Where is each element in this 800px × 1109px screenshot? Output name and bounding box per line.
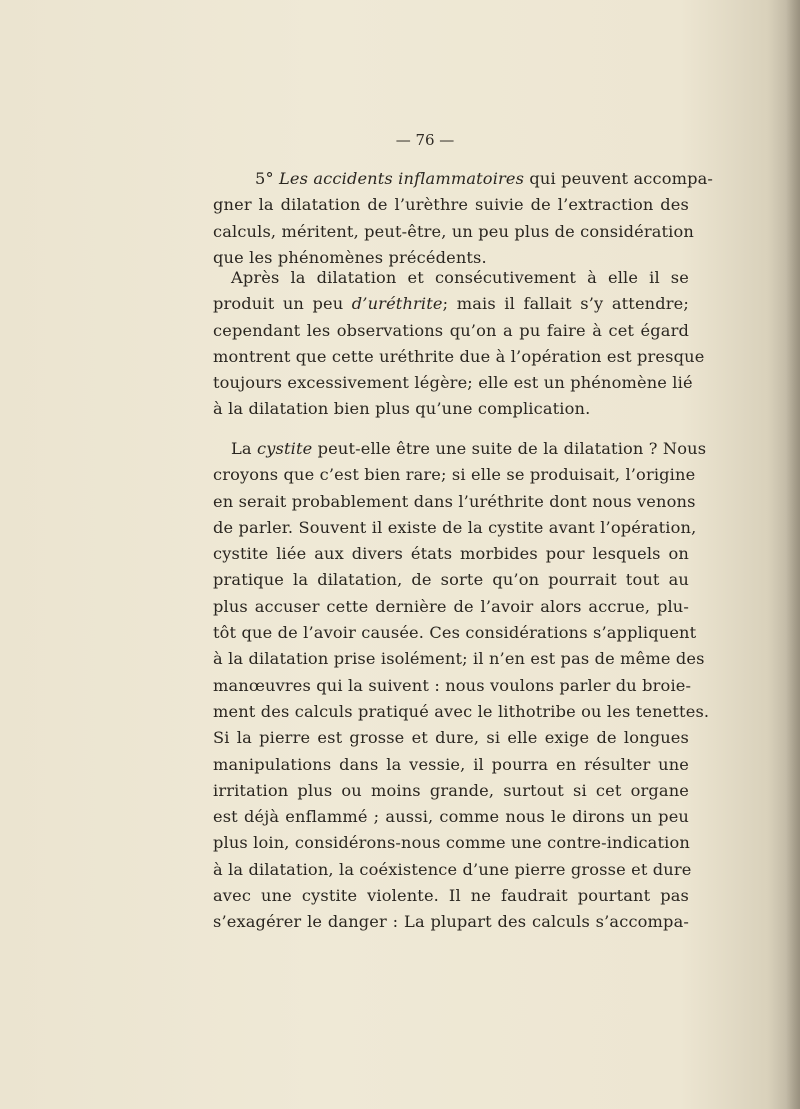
paragraph-urethritis <box>213 265 705 423</box>
text-line: à la dilatation bien plus qu’une complication. <box>213 399 591 419</box>
text-line: de parler. Souvent il existe de la cystite avant l’opération, <box>213 517 697 537</box>
text-line: Si la pierre est grosse et dure, si elle exige de longues <box>213 728 689 748</box>
text-line: manœuvres qui la suivent : nous voulons parler du broie- <box>213 675 692 695</box>
italic-term: d’uréthrite <box>351 294 443 314</box>
text-line: est déjà enflammé ; aussi, comme nous le dirons un peu <box>213 807 689 827</box>
text-run: produit un peu <box>213 294 352 314</box>
text-line <box>213 436 707 462</box>
text-line: gner la dilatation de l’urèthre suivie de l’extraction des <box>213 195 689 215</box>
text-line: montrent que cette uréthrite due à l’opération est presque <box>213 346 705 366</box>
text-line: cependant les observations qu’on a pu faire à cet égard <box>213 320 689 340</box>
text-line: avec une cystite violente. Il ne faudrait pourtant pas <box>213 886 689 906</box>
text-line: manipulations dans la vessie, il pourra en résulter une <box>213 754 689 774</box>
italic-term: Les accidents inflammatoires <box>279 169 525 188</box>
text-line <box>213 291 689 317</box>
text-line <box>213 166 714 192</box>
text-line: irritation plus ou moins grande, surtout si cet organe <box>213 780 689 800</box>
text-run: qui peuvent accompa- <box>524 169 714 188</box>
text-line: Après la dilatation et consécutivement à elle il se <box>231 268 689 287</box>
text-line: cystite liée aux divers états morbides pour lesquels on <box>213 544 689 564</box>
page-number: — 76 — <box>395 131 455 149</box>
paragraph-cystitis <box>213 436 710 936</box>
text-line: plus accuser cette dernière de l’avoir alors accrue, plu- <box>213 596 689 616</box>
text-line: pratique la dilatation, de sorte qu’on pourrait tout au <box>213 570 689 590</box>
italic-term: cystite <box>257 439 313 458</box>
text-line: à la dilatation prise isolément; il n’en est pas de même des <box>213 649 705 669</box>
text-line: s’exagérer le danger : La plupart des calculs s’accompa- <box>213 912 689 932</box>
text-run: 5° <box>255 169 279 188</box>
text-line: en serait probablement dans l’uréthrite dont nous venons <box>213 491 696 511</box>
text-line: tôt que de l’avoir causée. Ces considérations s’appliquent <box>213 623 697 643</box>
text-line: ment des calculs pratiqué avec le lithotribe ou les tenettes. <box>213 701 710 721</box>
text-line: croyons que c’est bien rare; si elle se produisait, l’origine <box>213 465 696 485</box>
text-line: à la dilatation, la coéxistence d’une pierre grosse et dure <box>213 859 692 879</box>
text-run: La <box>231 439 257 458</box>
text-line: toujours excessivement légère; elle est un phénomène lié <box>213 373 693 393</box>
text-run: peut-elle être une suite de la dilatation ? Nous <box>312 439 707 458</box>
text-run: ; mais il fallait s’y attendre; <box>442 294 689 314</box>
text-line: que les phénomènes précédents. <box>213 247 487 267</box>
paragraph-inflammatory-accidents <box>213 166 714 271</box>
text-line: plus loin, considérons-nous comme une contre-indication <box>213 833 690 853</box>
page-edge-shadow <box>786 0 800 1109</box>
text-line: calculs, méritent, peut-être, un peu plus de considération <box>213 221 694 241</box>
